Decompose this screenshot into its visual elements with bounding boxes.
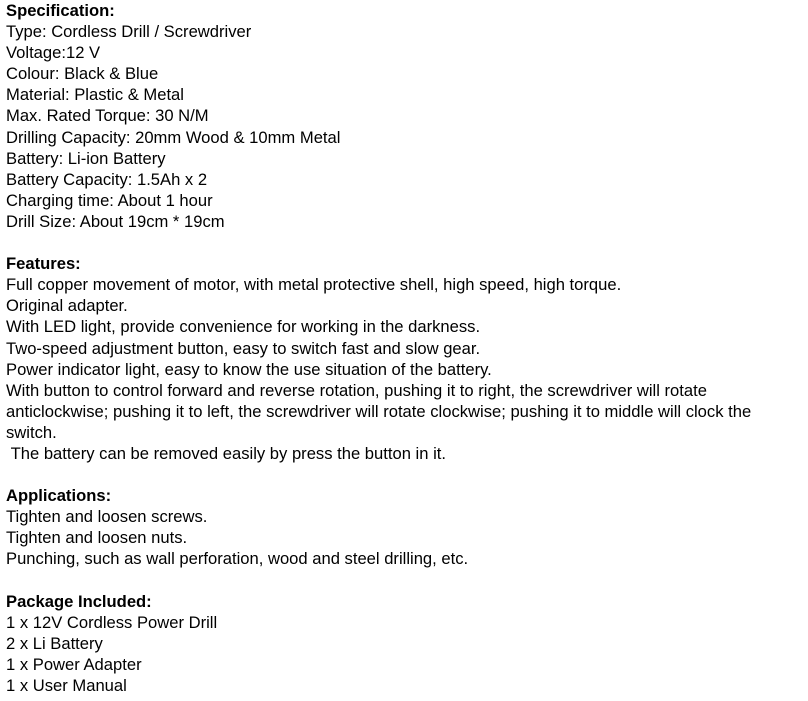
spec-material: Material: Plastic & Metal — [6, 85, 184, 105]
application-item: Tighten and loosen nuts. — [6, 528, 188, 548]
section-spacer — [6, 232, 806, 253]
applications-section — [6, 485, 806, 569]
spec-battery: Battery: Li-ion Battery — [6, 148, 166, 168]
section-spacer — [6, 464, 806, 485]
section-spacer — [6, 570, 806, 591]
feature-item: Full copper movement of motor, with metal protective shell, high speed, high torque. — [6, 275, 622, 295]
applications-heading: Applications: — [6, 486, 112, 506]
feature-item: Original adapter. — [6, 296, 128, 316]
features-section — [6, 253, 806, 464]
spec-torque: Max. Rated Torque: 30 N/M — [6, 106, 209, 126]
feature-item: Two-speed adjustment button, easy to switch fast and slow gear. — [6, 338, 481, 358]
feature-item: The battery can be removed easily by press the button in it. — [6, 443, 446, 463]
package-item: 1 x User Manual — [6, 676, 127, 695]
spec-drill-size: Drill Size: About 19cm * 19cm — [6, 211, 225, 231]
spec-colour: Colour: Black & Blue — [6, 64, 159, 84]
spec-battery-capacity: Battery Capacity: 1.5Ah x 2 — [6, 169, 208, 189]
package-section — [6, 591, 806, 696]
package-item: 2 x Li Battery — [6, 633, 103, 653]
package-heading: Package Included: — [6, 591, 152, 611]
specification-heading: Specification: — [6, 1, 115, 20]
package-item: 1 x 12V Cordless Power Drill — [6, 612, 218, 632]
feature-item: With button to control forward and reverse rotation, pushing it to right, the screwdriver will rotate anticlockwise; pushing it to left, the screwdriver will rotate clockwise; pushing it to middle will clock the switch. — [6, 380, 756, 442]
spec-voltage: Voltage:12 V — [6, 43, 101, 63]
feature-item: Power indicator light, easy to know the use situation of the battery. — [6, 359, 492, 379]
product-description — [6, 0, 806, 696]
spec-type: Type: Cordless Drill / Screwdriver — [6, 22, 252, 42]
specification-section — [6, 0, 806, 232]
spec-charging-time: Charging time: About 1 hour — [6, 190, 213, 210]
features-heading: Features: — [6, 254, 81, 274]
application-item: Tighten and loosen screws. — [6, 507, 208, 527]
spec-drilling-capacity: Drilling Capacity: 20mm Wood & 10mm Metal — [6, 127, 341, 147]
feature-item: With LED light, provide convenience for working in the darkness. — [6, 317, 481, 337]
package-item: 1 x Power Adapter — [6, 654, 142, 674]
application-item: Punching, such as wall perforation, wood and steel drilling, etc. — [6, 549, 469, 569]
